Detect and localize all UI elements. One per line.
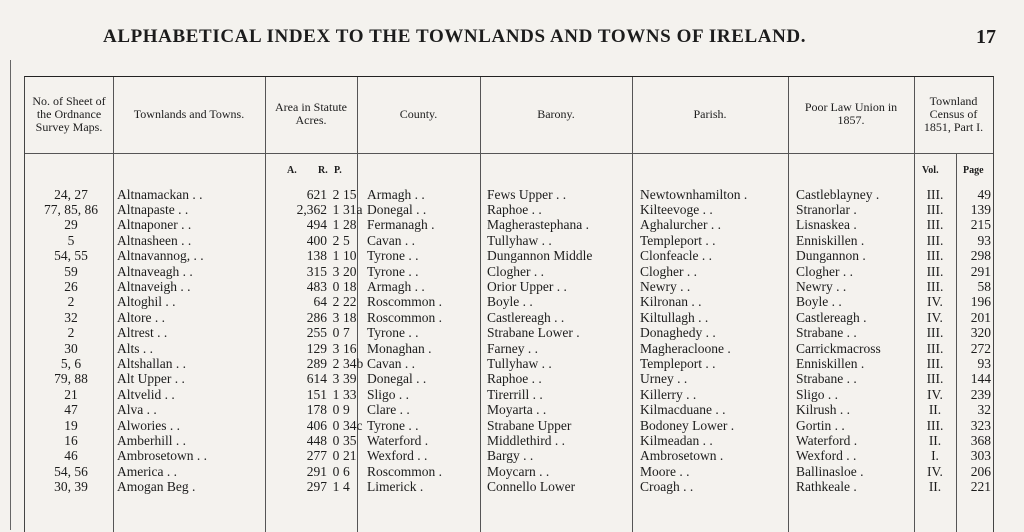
townland-name: Alwories . . <box>117 418 180 433</box>
sheet-number: 47 <box>64 401 78 417</box>
census-volume: IV. <box>927 463 943 479</box>
table-row <box>25 248 993 263</box>
table-row <box>25 310 993 325</box>
table-row <box>25 217 993 232</box>
area-acres: 289 <box>306 356 327 372</box>
county-name: Fermanagh . <box>367 217 435 233</box>
area-acres: 129 <box>306 341 327 356</box>
parish-name: Moore . . <box>640 463 690 479</box>
area-acres: 64 <box>313 294 327 310</box>
county-name: Tyrone . . <box>367 418 419 433</box>
sheet-number: 16 <box>64 433 78 449</box>
header-name: Townlands and Towns. <box>133 106 245 121</box>
area-perches: 31a <box>343 202 363 218</box>
parish-name: Templeport . . <box>640 232 716 248</box>
table-row <box>25 233 993 248</box>
barony-name: Moyarta . . <box>487 401 547 417</box>
census-volume: III. <box>926 371 944 387</box>
sheet-number: 2 <box>67 294 75 310</box>
census-page: 93 <box>977 356 991 372</box>
county-name: Waterford . <box>367 433 429 449</box>
parish-name: Killerry . . <box>640 386 697 402</box>
parish-name: Kilmeadan . . <box>640 433 713 449</box>
census-page: 239 <box>970 386 991 402</box>
census-page: 144 <box>970 371 991 387</box>
area-perches: 16 <box>343 341 357 356</box>
census-volume: III. <box>926 264 944 279</box>
townland-name: Alts . . <box>117 341 154 356</box>
census-volume: III. <box>926 217 944 233</box>
sheet-number: 21 <box>64 386 78 402</box>
header-census: Townland Census of 1851, Part I. <box>923 93 984 134</box>
subheader-acres: A. <box>287 165 297 176</box>
county-name: Donegal . . <box>367 371 427 387</box>
poor-law-union: Enniskillen . <box>796 356 865 372</box>
townland-name: Altnaveigh . . <box>117 279 191 295</box>
sheet-number: 19 <box>64 418 78 433</box>
townland-name: Altrest . . <box>117 324 168 340</box>
census-page: 49 <box>977 187 991 202</box>
census-volume: III. <box>926 247 944 263</box>
barony-name: Orior Upper . . <box>487 279 567 295</box>
page-number: 17 <box>976 26 996 48</box>
census-volume: III. <box>926 418 944 433</box>
table-row <box>25 294 993 309</box>
area-perches: 22 <box>343 294 357 310</box>
poor-law-union: Dungannon . <box>796 247 866 263</box>
area-perches: 18 <box>343 309 357 325</box>
barony-name: Farney . . <box>487 341 538 356</box>
table-row <box>25 464 993 479</box>
barony-name: Fews Upper . . <box>487 187 567 202</box>
census-page: 196 <box>970 294 991 310</box>
census-volume: III. <box>926 341 944 356</box>
header-area: Area in Statute Acres. <box>275 100 347 127</box>
poor-law-union: Sligo . . <box>796 386 839 402</box>
county-name: Tyrone . . <box>367 264 419 279</box>
census-volume: IV. <box>927 294 943 310</box>
subheader-perches: P. <box>334 165 342 176</box>
area-roods: 1 <box>332 202 340 218</box>
area-roods: 2 <box>332 356 340 372</box>
poor-law-union: Castlereagh . <box>796 309 867 325</box>
area-acres: 483 <box>306 279 327 295</box>
barony-name: Raphoe . . <box>487 371 542 387</box>
area-acres: 315 <box>306 264 327 279</box>
census-page: 221 <box>970 478 991 494</box>
area-acres: 138 <box>306 247 327 263</box>
table-row <box>25 202 993 217</box>
townland-name: Amberhill . . <box>117 433 186 449</box>
barony-name: Bargy . . <box>487 448 534 464</box>
townland-name: Altnaveagh . . <box>117 264 193 279</box>
census-volume: IV. <box>927 386 943 402</box>
barony-name: Boyle . . <box>487 294 533 310</box>
area-acres: 178 <box>306 401 327 417</box>
county-name: Donegal . . <box>367 202 427 218</box>
parish-name: Croagh . . <box>640 478 694 494</box>
census-volume: IV. <box>927 309 943 325</box>
area-roods: 0 <box>332 433 340 449</box>
census-page: 298 <box>970 247 991 263</box>
area-perches: 39 <box>343 371 357 387</box>
area-roods: 0 <box>332 448 340 464</box>
table-row <box>25 264 993 279</box>
area-roods: 3 <box>332 341 340 356</box>
barony-name: Moycarn . . <box>487 463 550 479</box>
census-volume: III. <box>926 232 944 248</box>
barony-name: Tullyhaw . . <box>487 232 552 248</box>
census-volume: III. <box>926 187 944 202</box>
subheader-roods: R. <box>318 165 328 176</box>
area-perches: 20 <box>343 264 357 279</box>
poor-law-union: Lisnaskea . <box>796 217 857 233</box>
sheet-number: 24, 27 <box>54 187 88 202</box>
area-perches: 10 <box>343 247 357 263</box>
parish-name: Clogher . . <box>640 264 697 279</box>
sheet-number: 54, 56 <box>54 463 88 479</box>
table-row <box>25 279 993 294</box>
area-acres: 2,362 <box>296 202 327 218</box>
table-row <box>25 418 993 433</box>
header-union: Poor Law Union in 1857. <box>804 100 898 127</box>
barony-name: Connello Lower <box>487 478 576 494</box>
table-row <box>25 448 993 463</box>
sheet-number: 59 <box>64 264 78 279</box>
parish-name: Donaghedy . . <box>640 324 716 340</box>
townland-name: Altoghil . . <box>117 294 176 310</box>
area-perches: 34c <box>343 418 363 433</box>
poor-law-union: Enniskillen . <box>796 232 865 248</box>
header-rule <box>25 153 993 154</box>
barony-name: Middlethird . . <box>487 433 565 449</box>
area-roods: 0 <box>332 463 340 479</box>
page-title: ALPHABETICAL INDEX TO THE TOWNLANDS AND TOWNS OF IRELAND. <box>103 26 807 47</box>
sheet-number: 54, 55 <box>54 247 88 263</box>
townland-name: Altnasheen . . <box>117 232 192 248</box>
sheet-number: 2 <box>67 324 75 340</box>
county-name: Tyrone . . <box>367 247 419 263</box>
area-acres: 291 <box>306 463 327 479</box>
barony-name: Magherastephana . <box>487 217 589 233</box>
header-barony: Barony. <box>537 106 575 121</box>
sheet-number: 26 <box>64 279 78 295</box>
poor-law-union: Wexford . . <box>796 448 857 464</box>
poor-law-union: Stranorlar . <box>796 202 857 218</box>
poor-law-union: Carrickmacross <box>796 341 881 356</box>
parish-name: Aghalurcher . . <box>640 217 721 233</box>
parish-name: Templeport . . <box>640 356 716 372</box>
parish-name: Ambrosetown . <box>640 448 724 464</box>
poor-law-union: Strabane . . <box>796 324 857 340</box>
census-volume: II. <box>928 401 942 417</box>
county-name: Roscommon . <box>367 463 443 479</box>
area-acres: 448 <box>306 433 327 449</box>
area-perches: 5 <box>343 232 350 248</box>
townland-name: Amogan Beg . <box>117 478 196 494</box>
townland-name: Altshallan . . <box>117 356 186 372</box>
poor-law-union: Boyle . . <box>796 294 842 310</box>
area-acres: 297 <box>306 478 327 494</box>
sheet-number: 5, 6 <box>60 356 82 372</box>
parish-name: Newry . . <box>640 279 691 295</box>
area-roods: 1 <box>332 478 340 494</box>
area-roods: 2 <box>332 232 340 248</box>
census-page: 291 <box>970 264 991 279</box>
census-page: 320 <box>970 324 991 340</box>
area-acres: 277 <box>306 448 327 464</box>
area-acres: 255 <box>306 324 327 340</box>
county-name: Clare . . <box>367 401 410 417</box>
table-row <box>25 402 993 417</box>
table-row <box>25 341 993 356</box>
census-page: 32 <box>977 401 991 417</box>
area-roods: 1 <box>332 247 340 263</box>
area-roods: 1 <box>332 386 340 402</box>
sheet-number: 29 <box>64 217 78 233</box>
parish-name: Kilteevoge . . <box>640 202 713 218</box>
county-name: Sligo . . <box>367 386 410 402</box>
parish-name: Bodoney Lower . <box>640 418 735 433</box>
table-row <box>25 387 993 402</box>
area-acres: 151 <box>306 386 327 402</box>
sheet-number: 46 <box>64 448 78 464</box>
poor-law-union: Strabane . . <box>796 371 857 387</box>
table-row <box>25 479 993 494</box>
area-acres: 286 <box>306 309 327 325</box>
barony-name: Strabane Lower . <box>487 324 580 340</box>
county-name: Roscommon . <box>367 294 443 310</box>
county-name: Roscommon . <box>367 309 443 325</box>
area-perches: 35 <box>343 433 357 449</box>
area-roods: 3 <box>332 371 340 387</box>
barony-name: Tirerrill . . <box>487 386 543 402</box>
sheet-number: 32 <box>64 309 78 325</box>
area-acres: 406 <box>306 418 327 433</box>
area-roods: 3 <box>332 264 340 279</box>
poor-law-union: Kilrush . . <box>796 401 850 417</box>
barony-name: Dungannon Middle <box>487 247 593 263</box>
census-page: 139 <box>970 202 991 218</box>
townland-name: Alva . . <box>117 401 157 417</box>
barony-name: Raphoe . . <box>487 202 542 218</box>
census-volume: III. <box>926 356 944 372</box>
table-row <box>25 356 993 371</box>
area-perches: 6 <box>343 463 350 479</box>
townland-name: Altvelid . . <box>117 386 175 402</box>
parish-name: Kilmacduane . . <box>640 401 726 417</box>
area-perches: 34b <box>343 356 364 372</box>
census-page: 272 <box>970 341 991 356</box>
area-roods: 0 <box>332 279 340 295</box>
townland-name: Ambrosetown . . <box>117 448 207 464</box>
census-page: 303 <box>970 448 991 464</box>
census-page: 201 <box>970 309 991 325</box>
parish-name: Kiltullagh . . <box>640 309 709 325</box>
poor-law-union: Newry . . <box>796 279 847 295</box>
sheet-number: 5 <box>67 232 75 248</box>
poor-law-union: Rathkeale . <box>796 478 857 494</box>
table-row <box>25 187 993 202</box>
census-volume: III. <box>926 202 944 218</box>
county-name: Armagh . . <box>367 187 425 202</box>
county-name: Monaghan . <box>367 341 432 356</box>
county-name: Cavan . . <box>367 232 415 248</box>
poor-law-union: Gortin . . <box>796 418 845 433</box>
poor-law-union: Castleblayney . <box>796 187 880 202</box>
area-acres: 621 <box>306 187 327 202</box>
census-volume: I. <box>931 448 939 464</box>
subheader-vol: Vol. <box>922 165 939 176</box>
area-roods: 0 <box>332 418 340 433</box>
area-roods: 0 <box>332 401 340 417</box>
barony-name: Clogher . . <box>487 264 544 279</box>
page-edge <box>0 60 11 530</box>
census-page: 368 <box>970 433 991 449</box>
parish-name: Urney . . <box>640 371 688 387</box>
parish-name: Clonfeacle . . <box>640 247 712 263</box>
area-perches: 21 <box>343 448 357 464</box>
area-acres: 494 <box>306 217 327 233</box>
townland-name: Alt Upper . . <box>117 371 185 387</box>
subheader-page: Page <box>963 165 984 176</box>
area-roods: 0 <box>332 324 340 340</box>
sheet-number: 30 <box>64 341 78 356</box>
area-perches: 28 <box>343 217 357 233</box>
census-volume: III. <box>926 324 944 340</box>
area-roods: 3 <box>332 309 340 325</box>
parish-name: Newtownhamilton . <box>640 187 748 202</box>
page-header <box>0 26 1024 56</box>
county-name: Wexford . . <box>367 448 428 464</box>
area-roods: 2 <box>332 187 340 202</box>
area-perches: 15 <box>343 187 357 202</box>
area-perches: 7 <box>343 324 350 340</box>
parish-name: Kilronan . . <box>640 294 702 310</box>
area-perches: 9 <box>343 401 350 417</box>
area-roods: 1 <box>332 217 340 233</box>
census-volume: II. <box>928 478 942 494</box>
area-acres: 400 <box>306 232 327 248</box>
table-row <box>25 433 993 448</box>
area-perches: 33 <box>343 386 357 402</box>
census-volume: III. <box>926 279 944 295</box>
townland-name: Altore . . <box>117 309 165 325</box>
census-page: 323 <box>970 418 991 433</box>
county-name: Cavan . . <box>367 356 415 372</box>
area-perches: 4 <box>343 478 350 494</box>
poor-law-union: Waterford . <box>796 433 858 449</box>
townland-name: Altnaponer . . <box>117 217 192 233</box>
census-page: 206 <box>970 463 991 479</box>
header-county: County. <box>399 106 438 121</box>
county-name: Limerick . <box>367 478 424 494</box>
index-table <box>24 76 994 532</box>
area-perches: 18 <box>343 279 357 295</box>
census-page: 93 <box>977 232 991 248</box>
sheet-number: 30, 39 <box>54 478 88 494</box>
barony-name: Castlereagh . . <box>487 309 565 325</box>
parish-name: Magheracloone . <box>640 341 731 356</box>
table-row <box>25 325 993 340</box>
townland-name: America . . <box>117 463 177 479</box>
county-name: Tyrone . . <box>367 324 419 340</box>
county-name: Armagh . . <box>367 279 425 295</box>
sheet-number: 77, 85, 86 <box>44 202 98 218</box>
census-page: 215 <box>970 217 991 233</box>
area-acres: 614 <box>306 371 327 387</box>
barony-name: Strabane Upper <box>487 418 572 433</box>
townland-name: Altnavannog, . . <box>117 247 204 263</box>
poor-law-union: Ballinasloe . <box>796 463 864 479</box>
table-row <box>25 371 993 386</box>
area-roods: 2 <box>332 294 340 310</box>
census-page: 58 <box>977 279 991 295</box>
header-parish: Parish. <box>693 106 727 121</box>
sheet-number: 79, 88 <box>54 371 88 387</box>
barony-name: Tullyhaw . . <box>487 356 552 372</box>
census-volume: II. <box>928 433 942 449</box>
header-sheet: No. of Sheet of the Ordnance Survey Maps. <box>32 93 106 134</box>
poor-law-union: Clogher . . <box>796 264 853 279</box>
townland-name: Altnapaste . . <box>117 202 189 218</box>
townland-name: Altnamackan . . <box>117 187 203 202</box>
